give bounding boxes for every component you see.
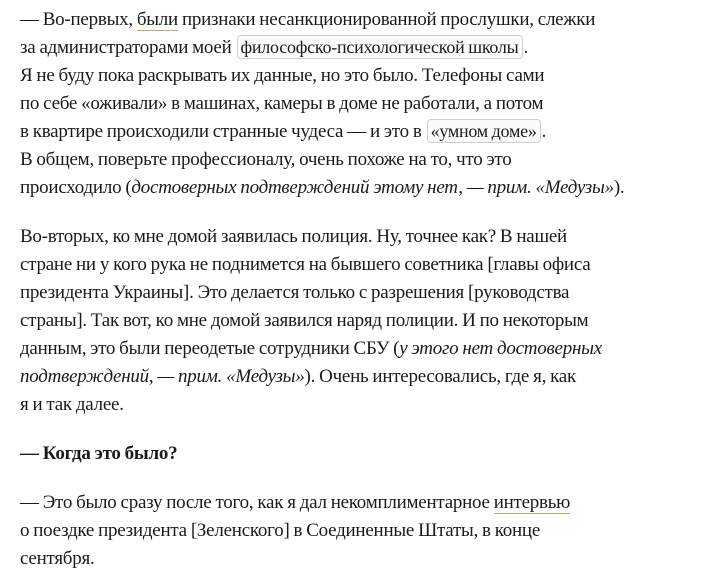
text-line: я и так далее. — [20, 394, 124, 415]
editor-note: подтверждений, — прим. «Медузы» — [20, 366, 305, 387]
text-line — [20, 174, 690, 202]
link-were[interactable]: были — [136, 9, 178, 30]
tag-smart-home[interactable]: «умном доме» — [427, 119, 541, 143]
text-span: ). — [613, 177, 625, 198]
paragraph-answer — [20, 489, 690, 573]
text-span: ). Очень интересовались, где я, как — [304, 366, 576, 387]
text-line: о поездке президента [Зеленского] в Соединенные Штаты, в конце — [20, 520, 541, 541]
text-line: Во-вторых, ко мне домой заявилась полиция. Ну, точнее как? В нашей — [20, 226, 567, 247]
text-line — [20, 118, 690, 146]
tag-philosophy-school[interactable]: философско-психологической школы — [237, 35, 523, 59]
text-line: стране ни у кого рука не поднимется на бывшего советника [главы офиса — [20, 254, 591, 275]
text-line: страны]. Так вот, ко мне домой заявился наряд полиции. И по некоторым — [20, 310, 589, 331]
text-span: . — [523, 37, 529, 58]
text-line: В общем, поверьте профессионалу, очень похоже на то, что это — [20, 149, 512, 170]
paragraph-first-point — [20, 6, 690, 202]
text-line — [20, 34, 690, 62]
text-span: признаки несанкционированной прослушки, слежки — [177, 9, 596, 30]
editor-note: у этого нет достоверных — [399, 338, 602, 359]
question-text: — Когда это было? — [20, 443, 178, 464]
link-interview[interactable]: интервью — [493, 492, 571, 513]
text-line — [20, 363, 690, 391]
paragraph-second-point — [20, 223, 690, 419]
text-line — [20, 489, 690, 517]
interview-question — [20, 440, 690, 468]
text-line: президента Украины]. Это делается только с разрешения [руководства — [20, 282, 570, 303]
text-span: . — [541, 121, 547, 142]
text-line: сентября. — [20, 548, 95, 569]
text-line: Я не буду пока раскрывать их данные, но это было. Телефоны сами — [20, 65, 545, 86]
text-span: данным, это были переодетые сотрудники СБУ ( — [20, 338, 400, 359]
text-line — [20, 6, 690, 34]
text-line: по себе «оживали» в машинах, камеры в доме не работали, а потом — [20, 93, 544, 114]
editor-note: достоверных подтверждений этому нет, — прим. «Медузы» — [131, 177, 614, 198]
text-span: за администраторами моей — [20, 37, 236, 58]
text-line — [20, 335, 690, 363]
text-span: — Это было сразу после того, как я дал некомплиментарное — [20, 492, 494, 513]
text-span: происходило ( — [20, 177, 132, 198]
text-span: в квартире происходили странные чудеса — и это в — [20, 121, 426, 142]
article-body — [20, 6, 690, 573]
text-span: — Во-первых, — [20, 9, 137, 30]
